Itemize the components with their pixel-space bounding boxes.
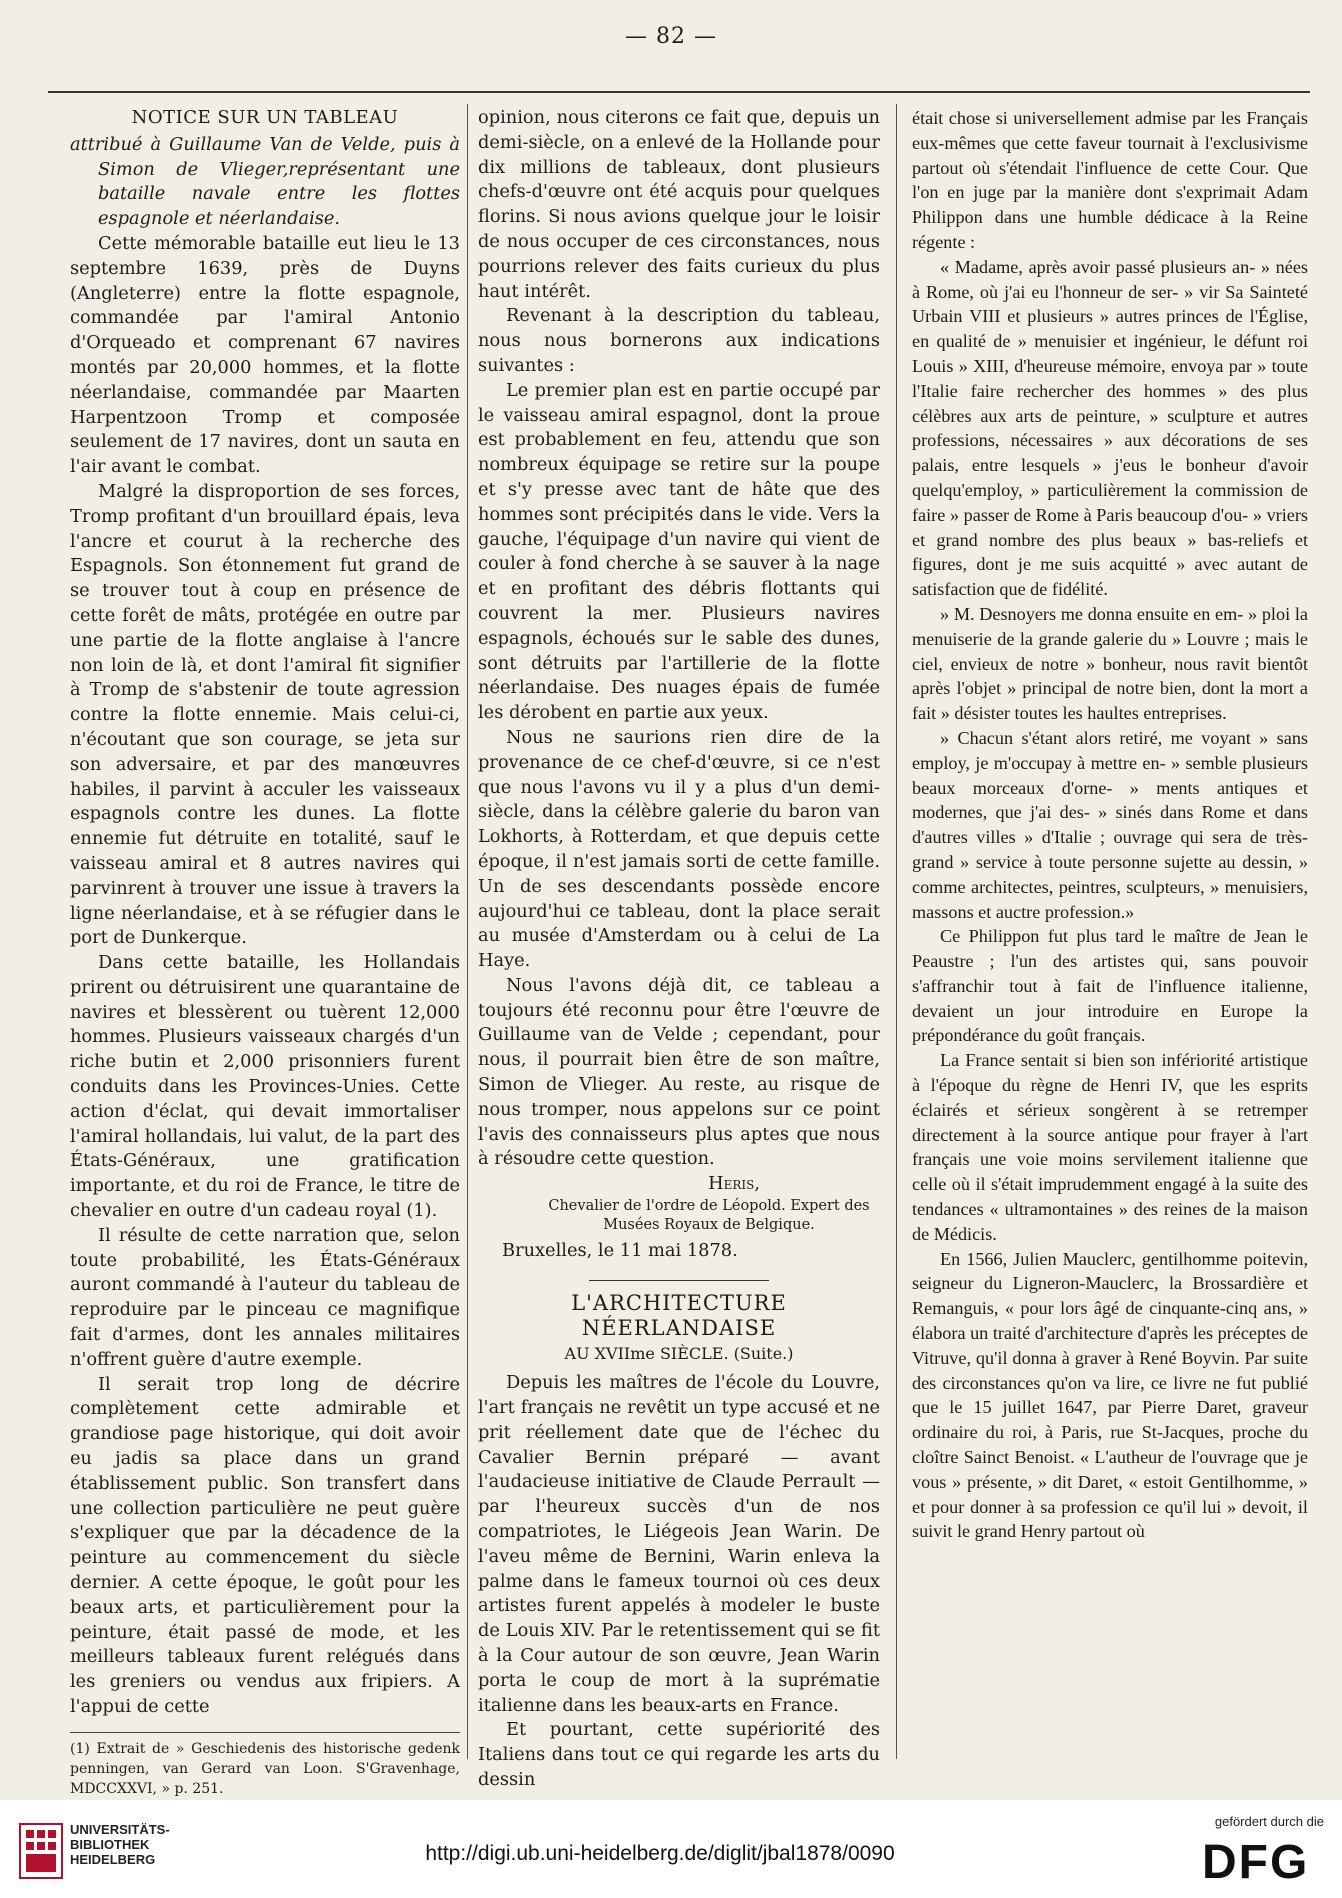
section-title: L'ARCHITECTURE NÉERLANDAISE — [571, 1290, 787, 1340]
paragraph: La France sentait si bien son infériorité artistique à l'époque du règne de Henri IV, que les esprits éclairés et sérieux songèrent à se retremper directement à la source antique pour frayer à l'art français une voie moins servilement italienne que celle où il s'était imprudemment engagé à la suite des tendances « ultramontaines » des reines de la maison de Médicis. — [912, 1050, 1308, 1244]
library-name-line: UNIVERSITÄTS- — [70, 1822, 170, 1837]
paragraph: Ce Philippon fut plus tard le maître de Jean le Peaustre ; l'un des artistes qui, sans pouvoir s'affranchir tout à fait de l'influence italienne, devaient un jour introduire en Europe la prépondérance du goût français. — [912, 926, 1308, 1046]
university-library-logo-icon — [18, 1822, 64, 1880]
funding-label: gefördert durch die — [1214, 1814, 1324, 1829]
footer-bar — [0, 1800, 1342, 1898]
paragraph: Nous ne saurions rien dire de la provenance de ce chef-d'œuvre, si ce n'est que nous l'avons vu il y a plus d'un demi-siècle, dans la célèbre galerie du baron van Lokhorts, à Rotterdam, et que depuis cette époque, il n'est jamais sorti de cette famille. Un de ses descendants possède encore aujourd'hui ce tableau, dont la place serait au musée d'Amsterdam ou à celui de La Haye. — [478, 726, 880, 972]
column-1 — [70, 106, 460, 1799]
column-divider-2 — [896, 104, 897, 1759]
paragraph: Il serait trop long de décrire complètement cette admirable et grandiose page historique, qui doit avoir eu jadis sa place dans un grand établissement public. Son transfert dans une collection particulière ne peut guère s'expliquer que par la décadence de la peinture au commencement du siècle dernier. A cette époque, le goût pour les beaux arts, et particulièrement pour la peinture, était passé de mode, et les meilleurs tableaux furent relégués dans les greniers ou vendus aux fripiers. A l'appui de cette — [70, 1373, 460, 1717]
column-divider-1 — [467, 104, 468, 1759]
column-3 — [912, 106, 1308, 1544]
article-subtitle: attribué à Guillaume Van de Velde, puis à Simon de Vlieger,représentant une bataille navale entre les flottes espagnole et néerlandaise. — [70, 133, 460, 230]
paragraph: était chose si universellement admise par les Français eux-mêmes que cette faveur tournait à l'exclusivisme partout où s'étendait l'influence de cette Cour. Que l'on en juge par la manière dont s'exprimait Adam Philippon dans une humble dédicace à la Reine régente : — [912, 108, 1308, 252]
quotation-paragraph: « Madame, après avoir passé plusieurs an- » nées à Rome, où j'ai eu l'honneur de ser- » vir Sa Sainteté Urbain VIII et plusieurs » autres princes de l'Église, en qualité de » menuisier et ingénieur, le défunt roi Louis » XIII, d'heureuse mémoire, envoya par » toute l'Italie faire rechercher des hommes » des plus célèbres aux arts de peinture, » sculpture et autres professions, nécessaires » aux décorations de ses palais, entre lesquels » j'eus le bonheur d'avoir quelqu'employ, » particulièrement la commission de faire » passer de Rome à Paris beaucoup d'ou- » vriers et grand nombre des plus beaux » bas-reliefs et figures, dont je me suis acquitté » avec autant de satisfaction que de fidélité. — [912, 256, 1308, 600]
dfg-logo-text: DFG — [1202, 1836, 1310, 1884]
signature-name: Heris, — [708, 1173, 760, 1195]
paragraph: Depuis les maîtres de l'école du Louvre, l'art français ne revêtit un type accusé et ne prit réellement date que de l'échec du Cavalier Bernin préparé — avant l'audacieuse initiative de Claude Perrault — par l'heureux succès d'un de nos compatriotes, le Liégeois Jean Warin. De l'aveu même de Bernini, Warin enleva la palme dans le fameux tournoi où ces deux artistes furent appelés à modeler le buste de Louis XIV. Par le retentissement qui se fit à la Cour autour de son œuvre, Jean Warin porta le coup de mort à la suprématie italienne dans les beaux-arts en France. — [478, 1372, 880, 1716]
section-rule — [589, 1280, 769, 1281]
header-rule — [48, 91, 1310, 93]
quotation-paragraph: » M. Desnoyers me donna ensuite en em- » ploi la menuiserie de la grande galerie du » Louvre ; mais le ciel, envieux de notre » bonheur, nous ravit bientôt après l'objet » principal de notre bien, dont la mort a fait » désister toutes les haultes entreprises. — [912, 603, 1308, 724]
page-number: — 82 — — [625, 24, 717, 49]
dfg-logo-icon — [1200, 1834, 1320, 1884]
library-name-line: HEIDELBERG — [70, 1852, 156, 1867]
paragraph: Nous l'avons déjà dit, ce tableau a toujours été reconnu pour être l'œuvre de Guillaume van de Velde ; cependant, pour nous, il pourrait bien être de son maître, Simon de Vlieger. Au reste, au risque de nous tromper, nous appelons sur ce point l'avis des connaisseurs plus aptes que nous à résoudre cette question. — [478, 974, 880, 1170]
footnote-rule — [70, 1732, 460, 1733]
paragraph: En 1566, Julien Mauclerc, gentilhomme poitevin, seigneur du Ligneron-Mauclerc, la Brossardière et Remanguis, « pour lors âgé de cinquante-cinq ans, » élabora un traité d'architecture d'après les préceptes de Vitruve, qu'il donna à graver à René Boyvin. Par suite des circonstances qu'on va lire, ce livre ne fut publié que le 15 juillet 1647, par Pierre Daret, graveur ordinaire du roi, à Paris, rue St-Jacques, proche du cloître Sainct Benoist. « L'autheur de l'ouvrage que je vous » présente, » dit Daret, « estoit Gentilhomme, » et pour donner à sa profession ce qu'il lui » devoit, il suivit le grand Henry partout où — [912, 1248, 1308, 1542]
column-2 — [478, 106, 880, 1793]
library-name-line: BIBLIOTHEK — [70, 1837, 150, 1852]
paragraph: Cette mémorable bataille eut lieu le 13 septembre 1639, près de Duyns (Angleterre) entre la flotte espagnole, commandée par l'amiral Antonio d'Orqueado et comprenant 67 navires montés par 20,000 hommes, et la flotte néerlandaise, commandée par Maarten Harpentzoon Tromp et composée seulement de 17 navires, dont un sauta en l'air avant le combat. — [70, 232, 460, 478]
paragraph: opinion, nous citerons ce fait que, depuis un demi-siècle, on a enlevé de la Hollande pour dix millions de tableaux, dont plusieurs chefs-d'œuvre ont été acquis pour quelques florins. Si nous avions quelque jour le loisir de nous occuper de ces circonstances, nous pourrions relever des faits curieux du plus haut intérêt. — [478, 107, 880, 302]
footnote: (1) Extrait de » Geschiedenis des historische gedenk penningen, van Gerard van Loon. S'Gravenhage, MDCCXXVI, » p. 251. — [70, 1740, 460, 1797]
dateline: Bruxelles, le 11 mai 1878. — [502, 1240, 738, 1262]
university-library-name — [70, 1822, 200, 1867]
paragraph: Il résulte de cette narration que, selon toute probabilité, les États-Généraux auront commandé à l'auteur du tableau de reproduire par le pinceau ce magnifique fait d'armes, dont les annales militaires n'offrent guère d'autre exemple. — [70, 1224, 460, 1370]
quotation-paragraph: » Chacun s'étant alors retiré, me voyant » sans employ, je m'occupay à mettre en- » semble plusieurs beaux morceaux d'orne- » ments antiques et modernes, que j'ai des- » sinés dans Rome et dans d'autres villes » d'Italie ; ouvrage qui sera de très-grand » service à toute personne sujette au dessin, » comme architectes, peintres, sculpteurs, » menuisiers, massons et auctre profession.» — [912, 727, 1308, 922]
section-subtitle: AU XVIIme SIÈCLE. (Suite.) — [564, 1344, 794, 1364]
paragraph: Dans cette bataille, les Hollandais prirent ou détruisirent une quarantaine de navires et blessèrent ou tuèrent 12,000 hommes. Plusieurs vaisseaux chargés d'un riche butin et 2,000 prisonniers furent conduits dans les Provinces-Unies. Cette action d'éclat, qui devait immortaliser l'amiral hollandais, lui valut, de la part des États-Généraux, une gratification importante, et du roi de France, le titre de chevalier en outre d'un cadeau royal (1). — [70, 952, 460, 1222]
paragraph: Malgré la disproportion de ses forces, Tromp profitant d'un brouillard épais, leva l'ancre et courut à la recherche des Espagnols. Son étonnement fut grand de se trouver tout à coup en présence de cette forêt de mâts, protégée en outre par une partie de la flotte anglaise à l'ancre non loin de là, et dont l'amiral fit signifier à Tromp de s'abstenir de toute agression contre la flotte ennemie. Mais celui-ci, n'écoutant que son courage, se jeta sur son adversaire, et par des manœuvres habiles, il parvint à acculer les vaisseaux espagnols contre les dunes. La flotte ennemie fut détruite en totalité, sauf le vaisseau amiral et 8 autres navires qui parvinrent à trouver une issue à travers la ligne néerlandaise, et à se réfugier dans le port de Dunkerque. — [70, 480, 460, 949]
paragraph: Revenant à la description du tableau, nous nous bornerons aux indications suivantes : — [478, 305, 880, 376]
source-url-link[interactable]: http://digi.ub.uni-heidelberg.de/diglit/jbal1878/0090 — [425, 1842, 895, 1865]
paragraph: Et pourtant, cette supériorité des Italiens dans tout ce qui regarde les arts du dessin — [478, 1719, 880, 1790]
article-title: NOTICE SUR UN TABLEAU — [131, 107, 399, 128]
paragraph: Le premier plan est en partie occupé par le vaisseau amiral espagnol, dont la proue est probablement en feu, attendu que son nombreux équipage se retire sur la poupe et s'y presse avec tant de hâte que des hommes sont précipités dans le vide. Vers la gauche, l'équipage d'un navire qui vient de couler à fond cherche à se sauver à la nage et en profitant des débris flottants qui couvrent la mer. Plusieurs navires espagnols, échoués sur le sable des dunes, sont détruits par l'artillerie de la flotte néerlandaise. Des nuages épais de fumée les dérobent en partie aux yeux. — [478, 379, 880, 724]
signature-role: Chevalier de l'ordre de Léopold. Expert des Musées Royaux de Belgique. — [548, 1198, 870, 1234]
